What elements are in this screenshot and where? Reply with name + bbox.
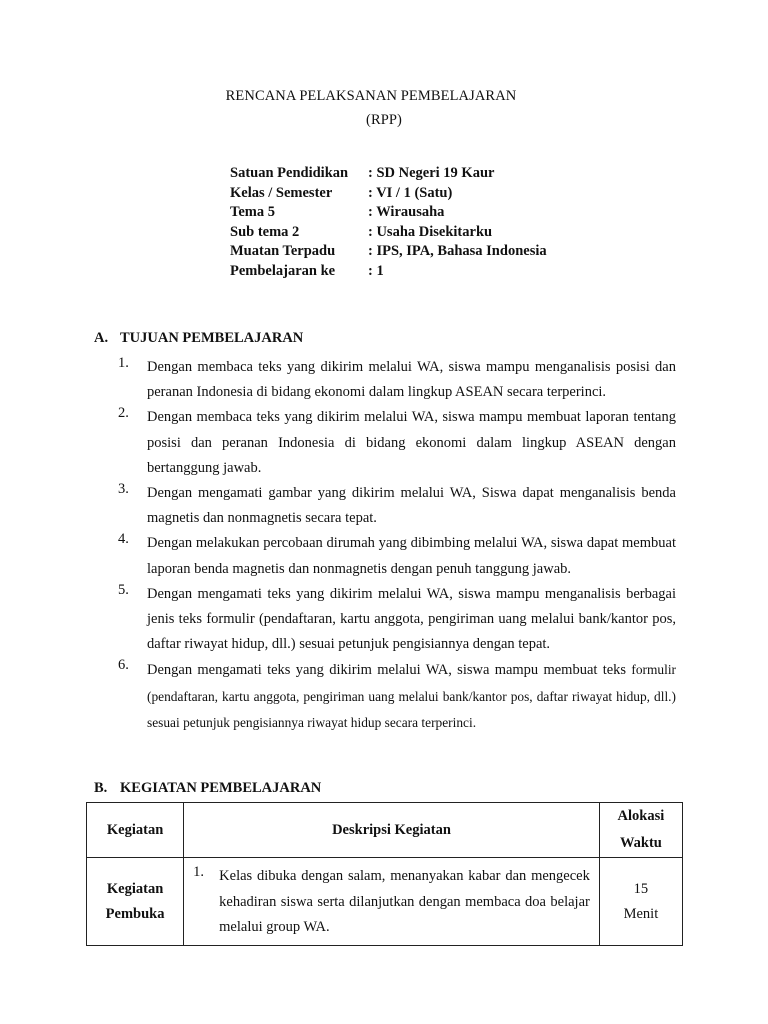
list-item-text-rest: formulir (pendaftaran, kartu anggota, pengiriman uang melalui bank/kantor pos, daftar riwayat hidup, dll.) sesuai petunjuk pengisiannya riwayat hidup secara terperinci. — [147, 662, 676, 730]
list-item-text: Dengan melakukan percobaan dirumah yang dibimbing melalui WA, siswa dapat membuat laporan benda magnetis dan nonmagnetis dengan penuh tanggung jawab. — [147, 535, 676, 577]
identity-value: : 1 — [368, 262, 384, 279]
header-deskripsi: Deskripsi Kegiatan — [184, 803, 600, 858]
table-header-row — [87, 803, 683, 858]
cell-deskripsi — [184, 858, 600, 946]
identity-label: Pembelajaran ke — [230, 262, 336, 279]
kegiatan-line1: Kegiatan — [106, 880, 164, 897]
list-item-text: Dengan mengamati teks yang dikirim melalui WA, siswa mampu menganalisis berbagai jenis teks formulir (pendaftaran, kartu anggota, pengiriman uang melalui bank/kantor pos, daftar riwayat hidup, dll.) sesuai petunjuk pengisiannya dengan tepat. — [147, 585, 676, 653]
section-letter: B. — [94, 780, 108, 796]
identity-row — [230, 262, 547, 282]
document-subtitle: (RPP) — [366, 112, 402, 128]
learning-objectives-list — [118, 355, 676, 736]
list-item-text: Dengan membaca teks yang dikirim melalui WA, siswa mampu menganalisis posisi dan peranan Indonesia di bidang ekonomi dalam lingkup ASEAN secara terperinci. — [147, 359, 676, 401]
header-alokasi-line1: Alokasi — [617, 808, 665, 824]
section-title: KEGIATAN PEMBELAJARAN — [120, 780, 322, 796]
list-item — [118, 481, 676, 531]
list-item-number: 6. — [118, 657, 129, 674]
identity-label: Satuan Pendidikan — [230, 165, 349, 181]
identity-label: Sub tema 2 — [230, 223, 300, 240]
list-item-number: 1. — [118, 355, 129, 371]
activities-table — [86, 802, 683, 946]
identity-label: Tema 5 — [230, 204, 275, 221]
section-b-heading — [94, 780, 321, 797]
header-alokasi-line2: Waktu — [619, 835, 662, 851]
deskripsi-number: 1. — [193, 864, 205, 880]
identity-value: : IPS, IPA, Bahasa Indonesia — [368, 243, 547, 260]
list-item-text: Dengan mengamati gambar yang dikirim melalui WA, Siswa dapat menganalisis benda magnetis dan nonmagnetis secara tepat. — [147, 485, 676, 527]
list-item-number: 3. — [118, 481, 129, 498]
waktu-line1: 15 — [633, 880, 649, 897]
identity-row — [230, 164, 547, 184]
identity-value: : Usaha Disekitarku — [368, 223, 493, 240]
list-item-text-first: Dengan mengamati teks yang dikirim melalui WA, siswa mampu membuat teks — [147, 662, 627, 679]
table-row — [87, 858, 683, 946]
identity-row — [230, 223, 547, 243]
header-alokasi-waktu — [599, 803, 682, 858]
section-title: TUJUAN PEMBELAJARAN — [120, 330, 304, 346]
section-letter: A. — [94, 330, 109, 346]
section-a-heading — [94, 330, 303, 347]
identity-label: Kelas / Semester — [230, 184, 333, 201]
document-title: RENCANA PELAKSANAN PEMBELAJARAN — [225, 88, 517, 104]
list-item-text: Dengan membaca teks yang dikirim melalui WA, siswa mampu membuat laporan tentang posisi dan peranan Indonesia di bidang ekonomi dalam lingkup ASEAN dengan bertanggung jawab. — [147, 409, 676, 476]
list-item — [118, 531, 676, 581]
waktu-line2: Menit — [623, 906, 659, 923]
list-item-number: 4. — [118, 531, 129, 548]
list-item — [118, 355, 676, 405]
list-item — [118, 405, 676, 481]
list-item-number: 2. — [118, 405, 129, 422]
list-item-number: 5. — [118, 581, 129, 598]
header-kegiatan: Kegiatan — [87, 803, 184, 858]
list-item — [118, 657, 676, 736]
identity-label: Muatan Terpadu — [230, 243, 336, 260]
deskripsi-item — [185, 864, 598, 941]
deskripsi-text: Kelas dibuka dengan salam, menanyakan kabar dan mengecek kehadiran siswa serta dilanjutkan dengan membaca doa belajar melalui group WA. — [219, 868, 590, 935]
identity-row — [230, 203, 547, 223]
cell-waktu — [599, 858, 682, 946]
identity-value: : Wirausaha — [368, 204, 445, 221]
cell-kegiatan — [87, 858, 184, 946]
list-item-text — [147, 657, 676, 736]
list-item — [118, 582, 676, 658]
identity-row — [230, 184, 547, 204]
kegiatan-line2: Pembuka — [105, 906, 165, 923]
identity-value: : VI / 1 (Satu) — [368, 184, 453, 201]
identity-value: : SD Negeri 19 Kaur — [368, 165, 495, 181]
identity-row — [230, 242, 547, 262]
identity-block — [230, 164, 547, 282]
